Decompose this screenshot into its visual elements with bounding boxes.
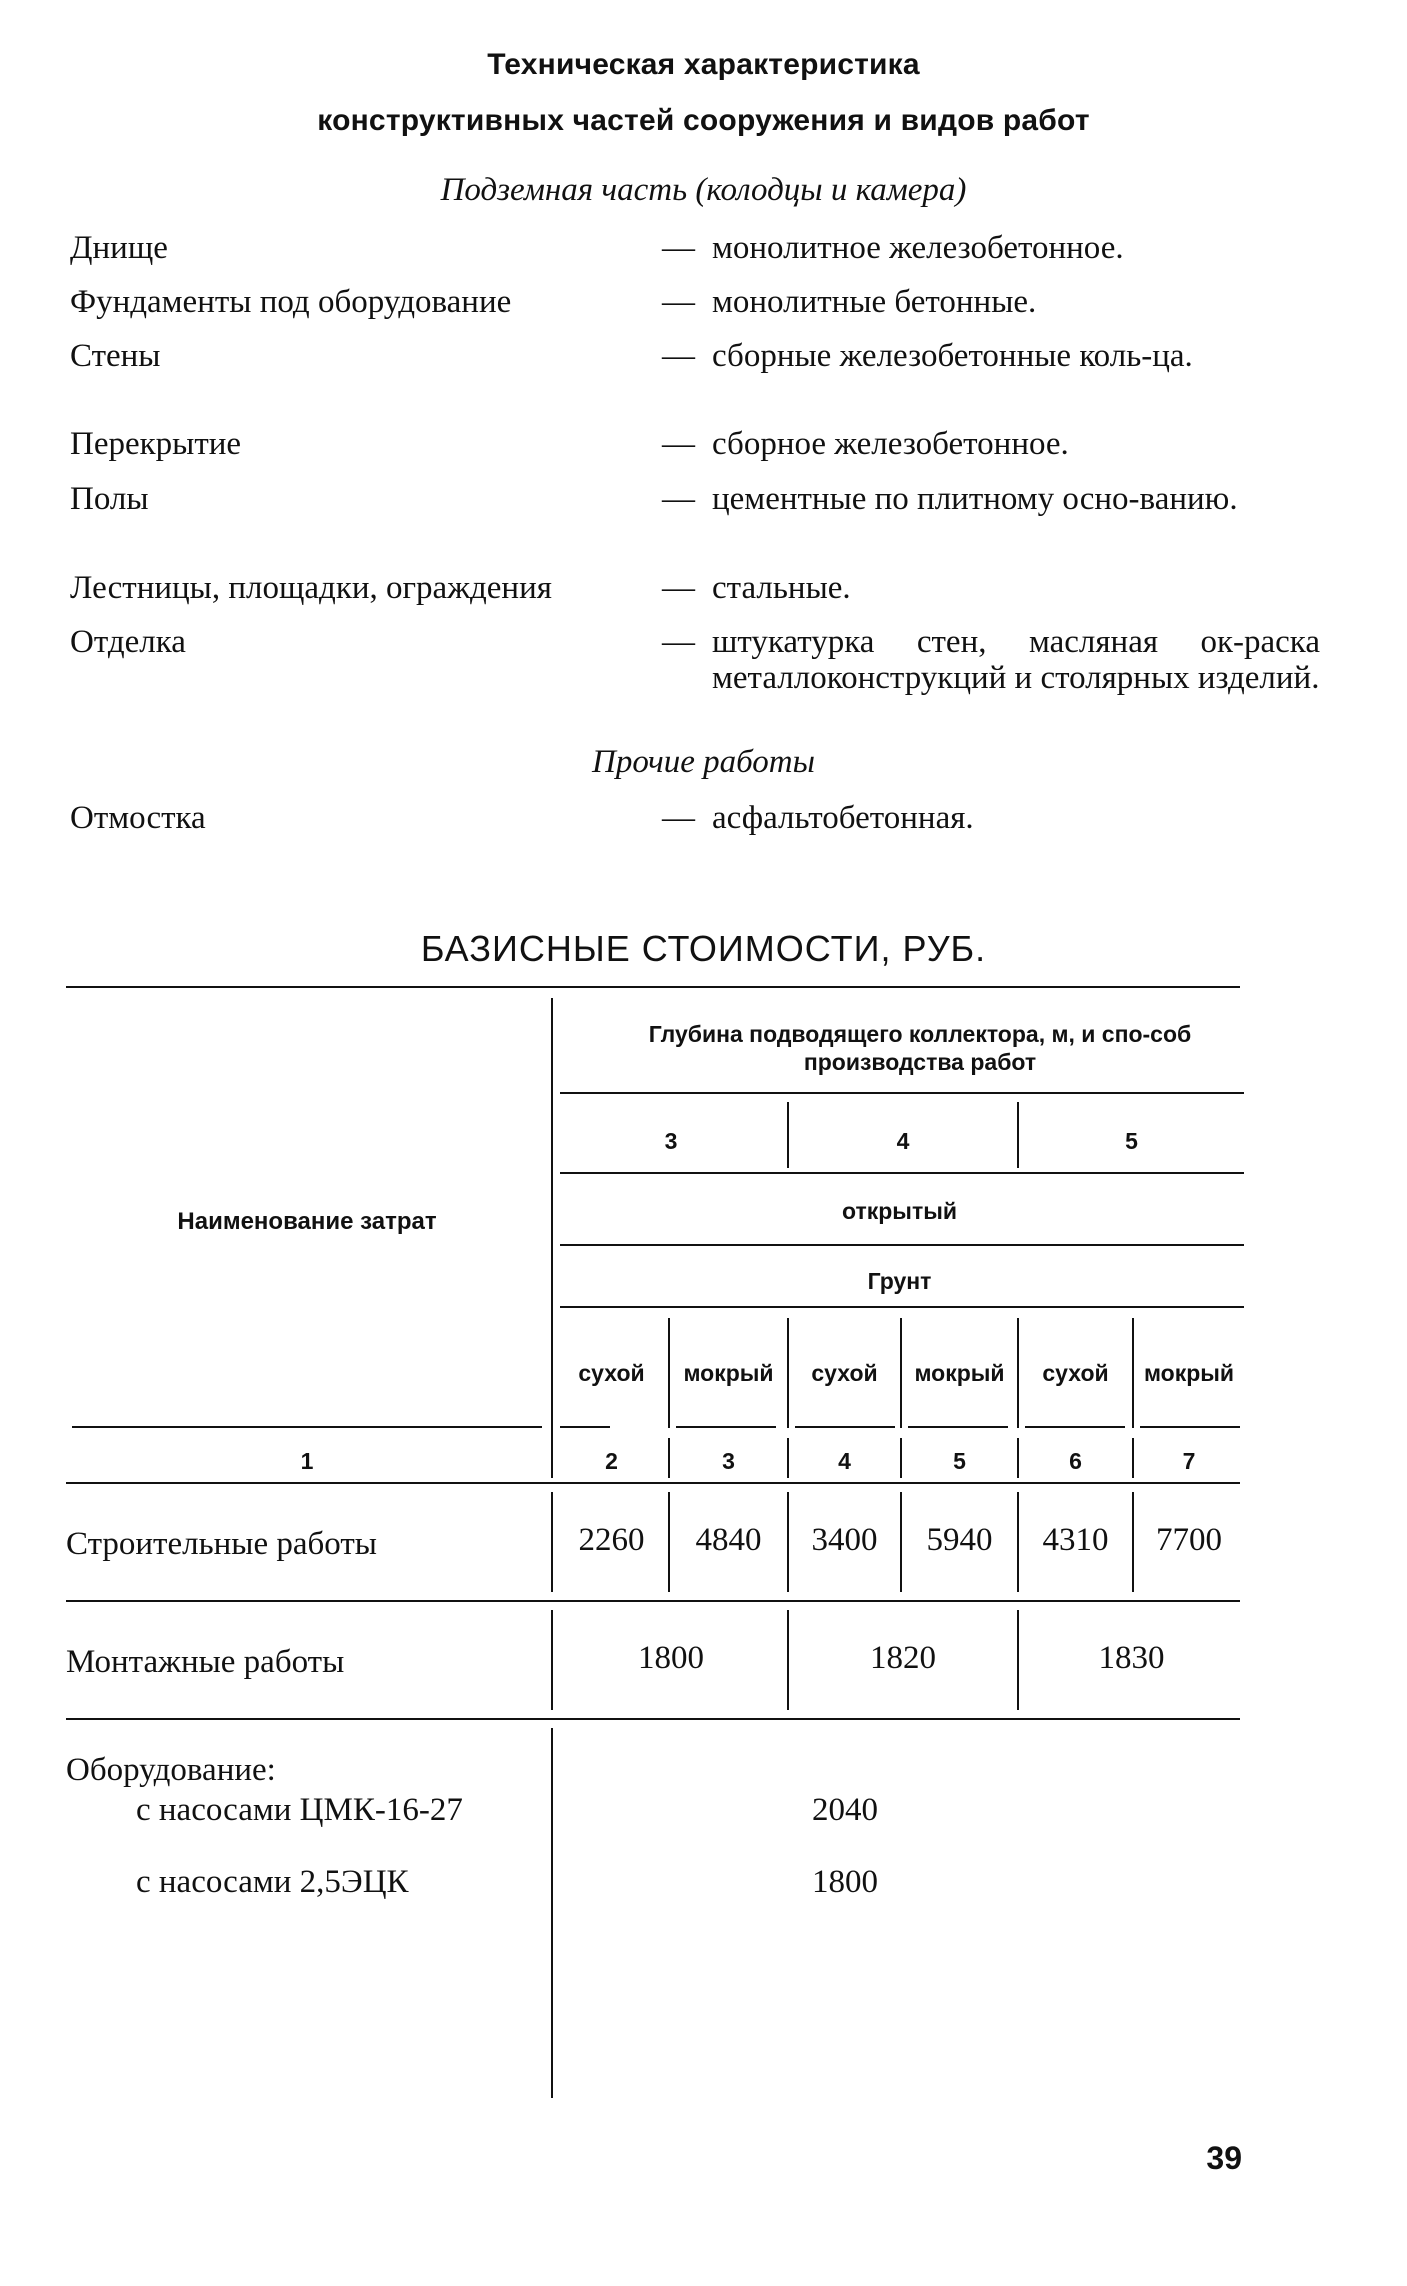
spec-name: Стены <box>70 338 161 374</box>
spec-name: Лестницы, площадки, ограждения <box>70 570 552 606</box>
soil-dry: сухой <box>811 1360 878 1386</box>
spec-name: Фундаменты под оборудование <box>70 284 512 320</box>
spec-dash: — <box>662 338 695 374</box>
spec-name: Отмостка <box>70 800 206 836</box>
costs-table-title: БАЗИСНЫЕ СТОИМОСТИ, РУБ. <box>420 928 987 969</box>
rule-short <box>908 1426 1008 1428</box>
row-equipment-label: Оборудование: <box>66 1752 276 1788</box>
cell-construction: 7700 <box>1156 1522 1222 1558</box>
rule-short <box>676 1426 776 1428</box>
equipment-item-value: 1800 <box>812 1864 878 1900</box>
divider-installation <box>551 1610 553 1710</box>
spec-value: сборное железобетонное. <box>712 426 1069 462</box>
depth-5: 5 <box>1125 1128 1138 1154</box>
rule-short <box>795 1426 895 1428</box>
soil-wet: мокрый <box>1143 1360 1235 1386</box>
spec-name: Полы <box>70 481 149 517</box>
rule-short <box>560 1426 610 1428</box>
cell-installation: 1830 <box>1098 1640 1165 1676</box>
spec-dash: — <box>662 481 695 517</box>
rule-under-column-numbers <box>66 1482 1240 1484</box>
equipment-item-value: 2040 <box>812 1792 878 1828</box>
soil-dry: сухой <box>1042 1360 1109 1386</box>
heading-line-1: Техническая характеристика <box>487 48 920 81</box>
rule-short <box>1140 1426 1240 1428</box>
divider-construction <box>551 1492 553 1592</box>
divider-equipment <box>551 1728 553 2098</box>
section-other-title: Прочие работы <box>592 744 815 780</box>
spec-value: цементные по плитному осно-ванию. <box>712 481 1238 517</box>
page-number: 39 <box>1206 2140 1242 2176</box>
soil-wet: мокрый <box>683 1360 774 1386</box>
cell-construction: 5940 <box>926 1522 993 1558</box>
col-number-6: 6 <box>1069 1448 1082 1474</box>
equipment-item-label: с насосами 2,5ЭЦК <box>136 1864 409 1900</box>
spec-name: Днище <box>70 230 168 266</box>
spec-dash: — <box>662 570 695 606</box>
depth-header: Глубина подводящего коллектора, м, и спо-соб производства работ <box>648 1021 1192 1075</box>
equipment-item-label: с насосами ЦМК-16-27 <box>136 1792 463 1828</box>
col-number-5: 5 <box>953 1448 966 1474</box>
cell-construction: 4310 <box>1042 1522 1109 1558</box>
rule-short <box>1025 1426 1125 1428</box>
col-number-3: 3 <box>722 1448 735 1474</box>
cell-construction: 2260 <box>578 1522 645 1558</box>
col-number-4: 4 <box>838 1448 851 1474</box>
spec-dash: — <box>662 800 695 836</box>
rule-under-installation <box>66 1718 1240 1720</box>
soil-dry: сухой <box>578 1360 645 1386</box>
table-divider-header <box>551 998 553 1478</box>
rule-under-depth <box>560 1092 1244 1094</box>
rule-under-construction <box>66 1600 1240 1602</box>
spec-value: стальные. <box>712 570 851 606</box>
cell-construction: 4840 <box>695 1522 762 1558</box>
rule-under-name-header <box>72 1426 542 1428</box>
cell-construction: 3400 <box>811 1522 878 1558</box>
rule-under-depths <box>560 1172 1244 1174</box>
spec-value: штукатурка стен, масляная ок-раска металлоконструкций и столярных изделий. <box>712 624 1320 696</box>
rule-under-soil <box>560 1306 1244 1308</box>
cell-installation: 1820 <box>870 1640 936 1676</box>
col-number-1: 1 <box>300 1448 314 1474</box>
spec-dash: — <box>662 426 695 462</box>
row-installation-label: Монтажные работы <box>66 1644 345 1680</box>
cell-installation: 1800 <box>638 1640 704 1676</box>
table-top-rule <box>66 986 1240 988</box>
spec-dash: — <box>662 284 695 320</box>
spec-name: Отделка <box>70 624 186 660</box>
depth-3: 3 <box>664 1128 678 1154</box>
spec-name: Перекрытие <box>70 426 242 462</box>
soil-header: Грунт <box>867 1268 932 1294</box>
soil-wet: мокрый <box>914 1360 1005 1386</box>
col-number-2: 2 <box>605 1448 618 1474</box>
depth-4: 4 <box>896 1128 910 1154</box>
spec-value: монолитное железобетонное. <box>712 230 1124 266</box>
heading-line-2: конструктивных частей сооружения и видов работ <box>317 104 1090 137</box>
spec-value: сборные железобетонные коль-ца. <box>712 338 1193 374</box>
spec-dash: — <box>662 230 695 266</box>
rule-under-method <box>560 1244 1244 1246</box>
section-underground-title: Подземная часть (колодцы и камера) <box>440 172 967 208</box>
col-name-header: Наименование затрат <box>177 1208 437 1235</box>
col-number-7: 7 <box>1182 1448 1196 1474</box>
row-construction-label: Строительные работы <box>66 1526 377 1562</box>
spec-dash: — <box>662 624 695 660</box>
method-open: открытый <box>842 1198 957 1224</box>
spec-value: асфальтобетонная. <box>712 800 974 836</box>
spec-value: монолитные бетонные. <box>712 284 1037 320</box>
